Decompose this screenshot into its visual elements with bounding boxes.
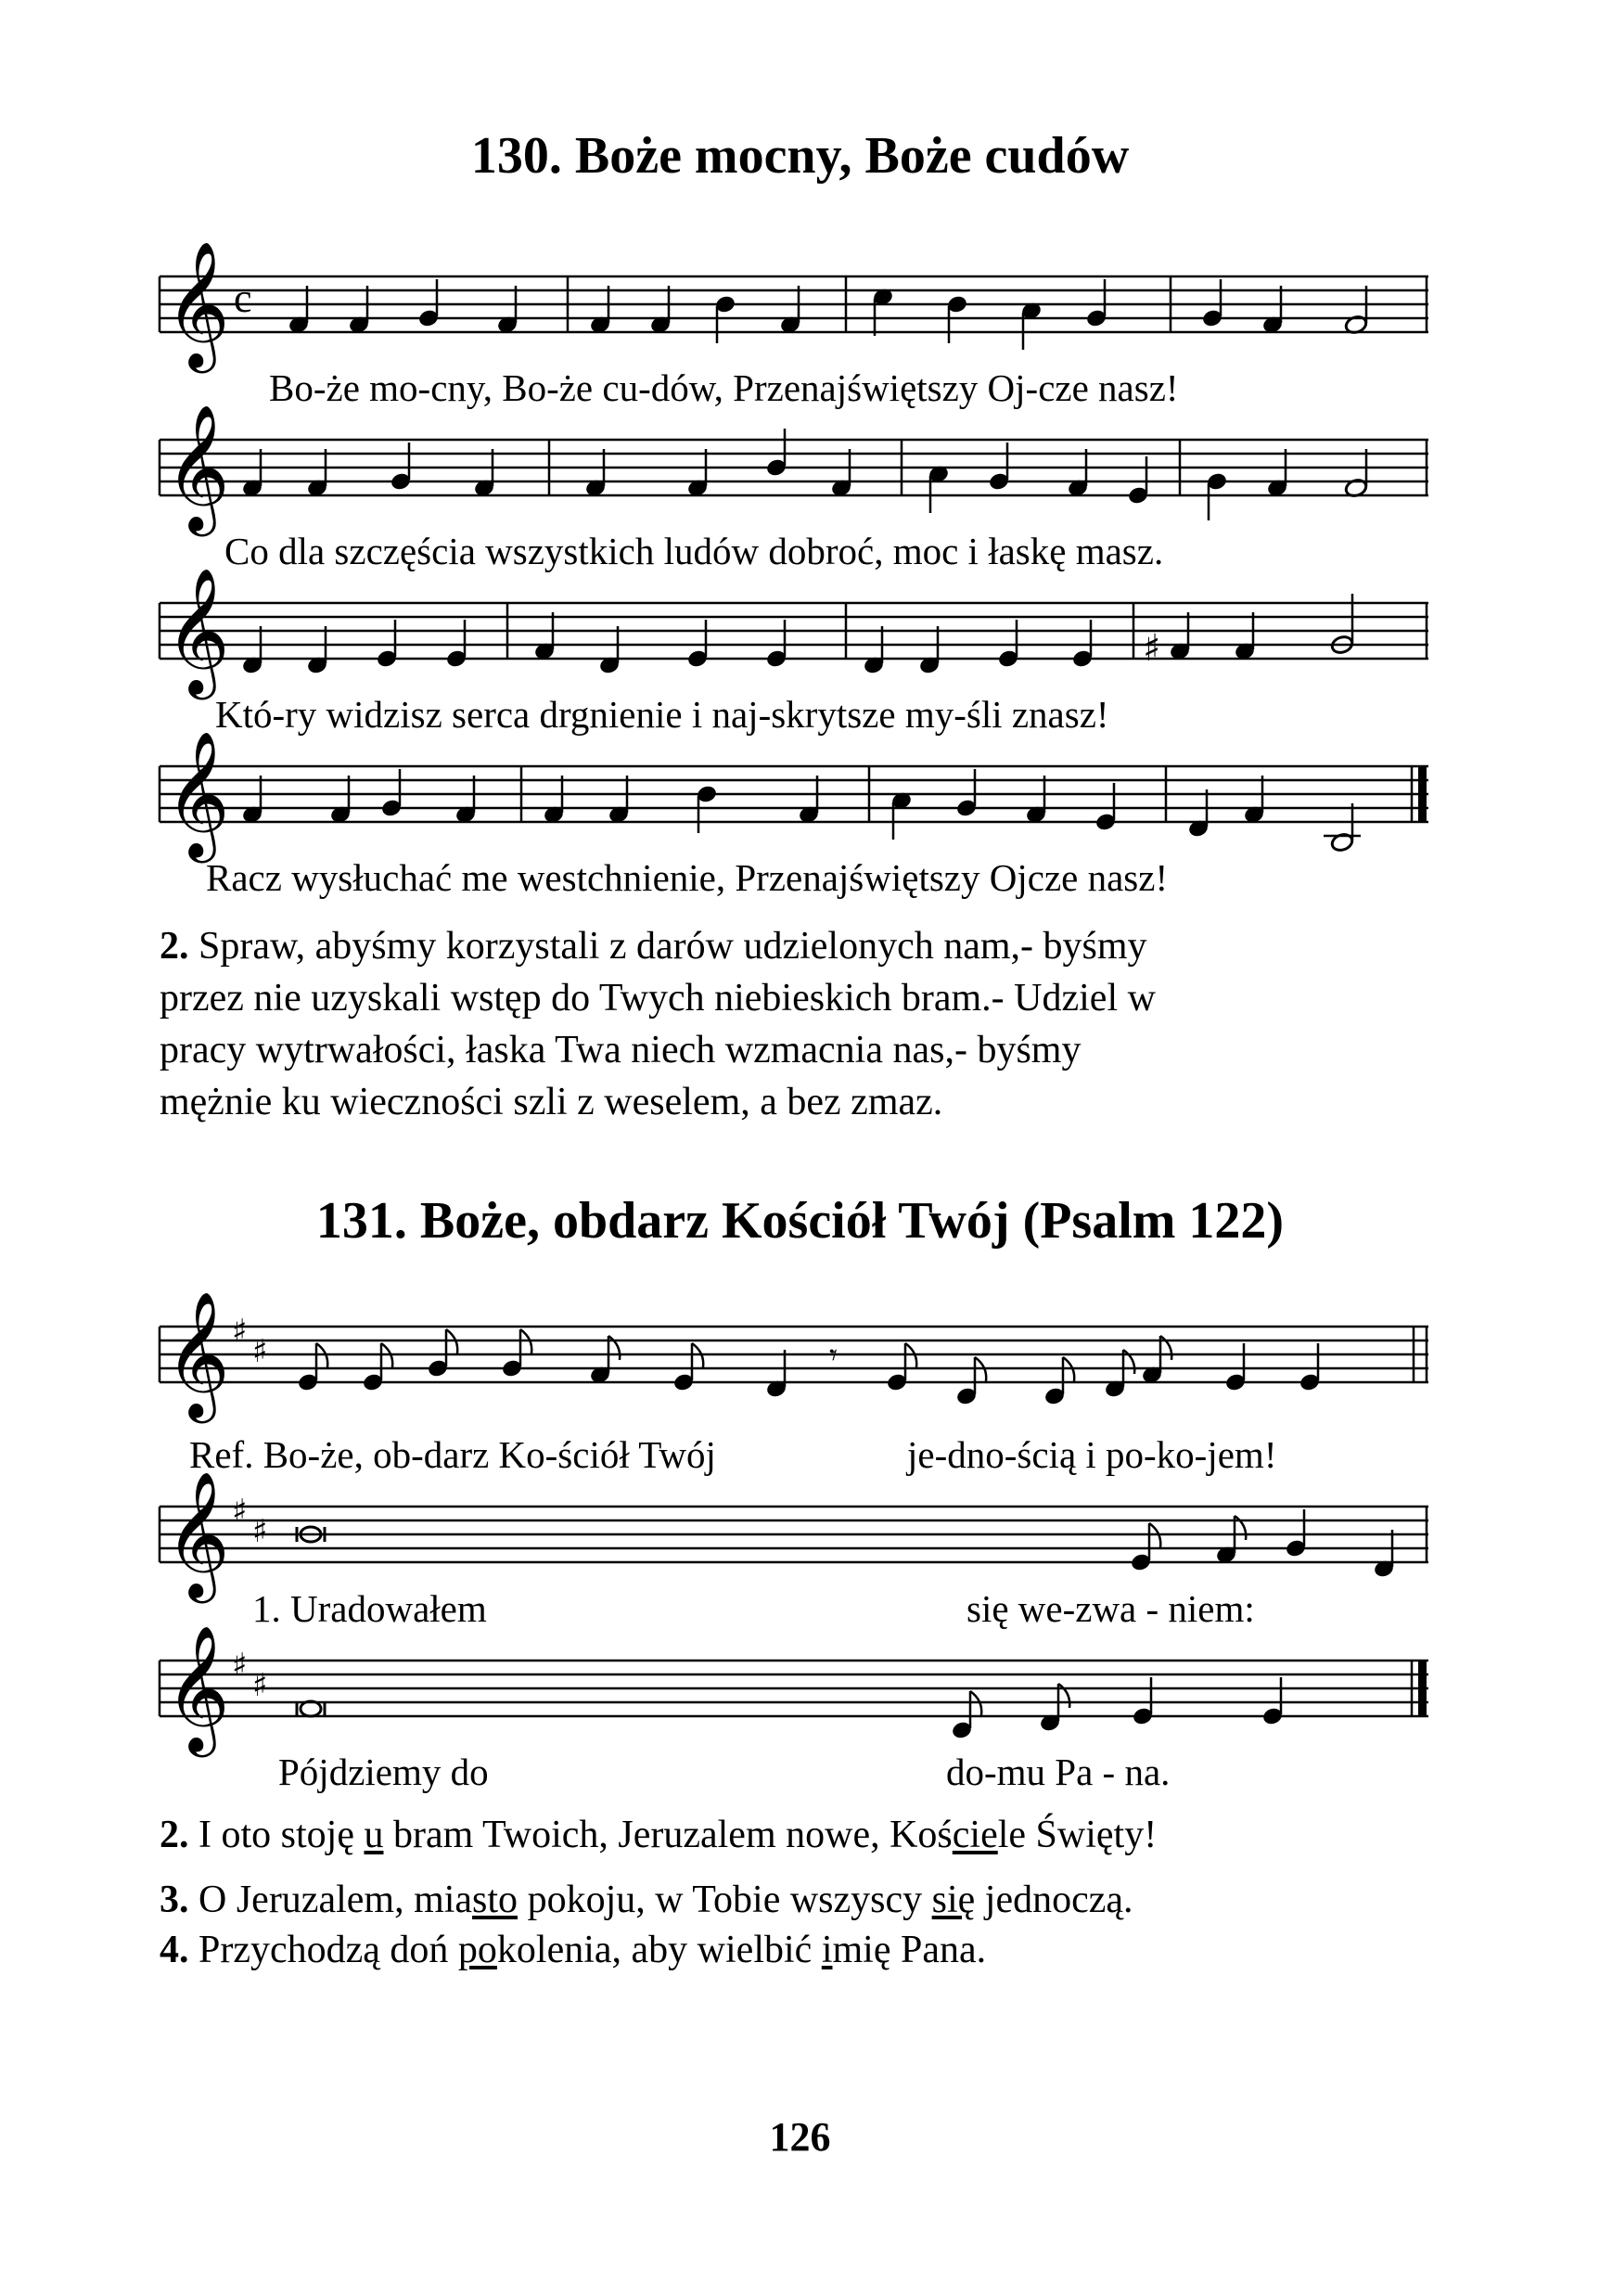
verse-number: 2.: [160, 925, 189, 968]
song-title: 131. Boże, obdarz Kościół Twój (Psalm 122): [315, 1192, 1285, 1250]
treble-clef-icon: 𝄞: [165, 1469, 230, 1597]
lyric-line: Bo-że mo-cny, Bo-że cu-dów, Przenajświętszy Oj-cze nasz!: [269, 366, 1179, 409]
lyric-line: się we-zwa - niem:: [966, 1587, 1255, 1630]
lyric-line: Co dla szczęścia wszystkich ludów dobroć, moc i łaskę masz.: [224, 530, 1164, 572]
stressed-syllable: u: [364, 1814, 384, 1856]
treble-clef-icon: 𝄞: [165, 1623, 230, 1751]
lyric-line: 1. Uradowałem: [252, 1587, 487, 1630]
verse-line: [160, 1874, 1458, 1926]
common-time-icon: c: [234, 276, 252, 321]
verse-number: 4.: [160, 1929, 189, 1971]
eighth-rest-icon: 𝄾: [829, 1337, 838, 1374]
lyric-line: Racz wysłuchać me westchnienie, Przenajświętszy Ojcze nasz!: [206, 856, 1169, 899]
treble-clef-icon: 𝄞: [165, 239, 230, 367]
verse-block: [160, 920, 1458, 1128]
sharp-icon: ♯: [232, 1493, 248, 1530]
stressed-syllable: cie: [952, 1814, 998, 1856]
lyric-line: Ref. Bo-że, ob-darz Ko-ściół Twój: [189, 1433, 716, 1476]
lyric-line: Któ-ry widzisz serca drgnienie i naj-skrytsze my-śli znasz!: [215, 693, 1109, 736]
music-staff: [160, 1289, 1428, 1438]
verse-text: I oto stoję: [198, 1814, 365, 1856]
verse-line: [160, 1924, 1458, 1976]
verse-line: [160, 1809, 1458, 1861]
sharp-icon: ♯: [232, 1647, 248, 1684]
treble-clef-icon: 𝄞: [165, 729, 230, 857]
stressed-syllable: po: [457, 1929, 497, 1971]
stressed-syllable: i: [821, 1929, 833, 1971]
verse-text: bram Twoich, Jeruzalem nowe, Koś: [383, 1814, 953, 1856]
verse-text: jednoczą.: [975, 1879, 1133, 1921]
stressed-syllable: sto: [472, 1879, 518, 1921]
sharp-icon: ♯: [252, 1333, 268, 1370]
lyric-line: je-dno-ścią i po-ko-jem!: [907, 1433, 1277, 1476]
sharp-icon: ♯: [232, 1313, 248, 1350]
verse-text: Spraw, abyśmy korzystali z darów udzielonych nam,- byśmy: [198, 925, 1147, 968]
verse-text: Przychodzą doń: [198, 1929, 458, 1971]
stressed-syllable: się: [931, 1879, 976, 1921]
page-number: 126: [769, 2114, 831, 2160]
lyric-line: do-mu Pa - na.: [946, 1751, 1171, 1793]
verse-text: O Jeruzalem, mia: [198, 1879, 473, 1921]
verse-number: 2.: [160, 1814, 189, 1856]
treble-clef-icon: 𝄞: [165, 566, 230, 694]
sharp-icon: ♯: [252, 1513, 268, 1550]
treble-clef-icon: 𝄞: [165, 1289, 230, 1417]
verse-text: kolenia, aby wielbić: [496, 1929, 822, 1971]
song-title: 130. Boże mocny, Boże cudów: [470, 127, 1130, 185]
verse-line: [160, 920, 1458, 972]
lyric-line: Pójdziemy do: [278, 1751, 489, 1793]
sharp-icon: ♯: [1143, 627, 1161, 670]
sharp-icon: ♯: [252, 1667, 268, 1704]
verse-text: mię Pana.: [832, 1929, 987, 1971]
verse-number: 3.: [160, 1879, 189, 1921]
verse-line: przez nie uzyskali wstęp do Twych niebieskich bram.- Udziel w: [160, 977, 1156, 1020]
treble-clef-icon: 𝄞: [165, 403, 230, 531]
verse-text: pokoju, w Tobie wszyscy: [518, 1879, 932, 1921]
verse-line: pracy wytrwałości, łaska Twa niech wzmacnia nas,- byśmy: [160, 1029, 1082, 1071]
verse-line: mężnie ku wieczności szli z weselem, a bez zmaz.: [160, 1081, 943, 1123]
verse-text: le Święty!: [997, 1814, 1158, 1856]
